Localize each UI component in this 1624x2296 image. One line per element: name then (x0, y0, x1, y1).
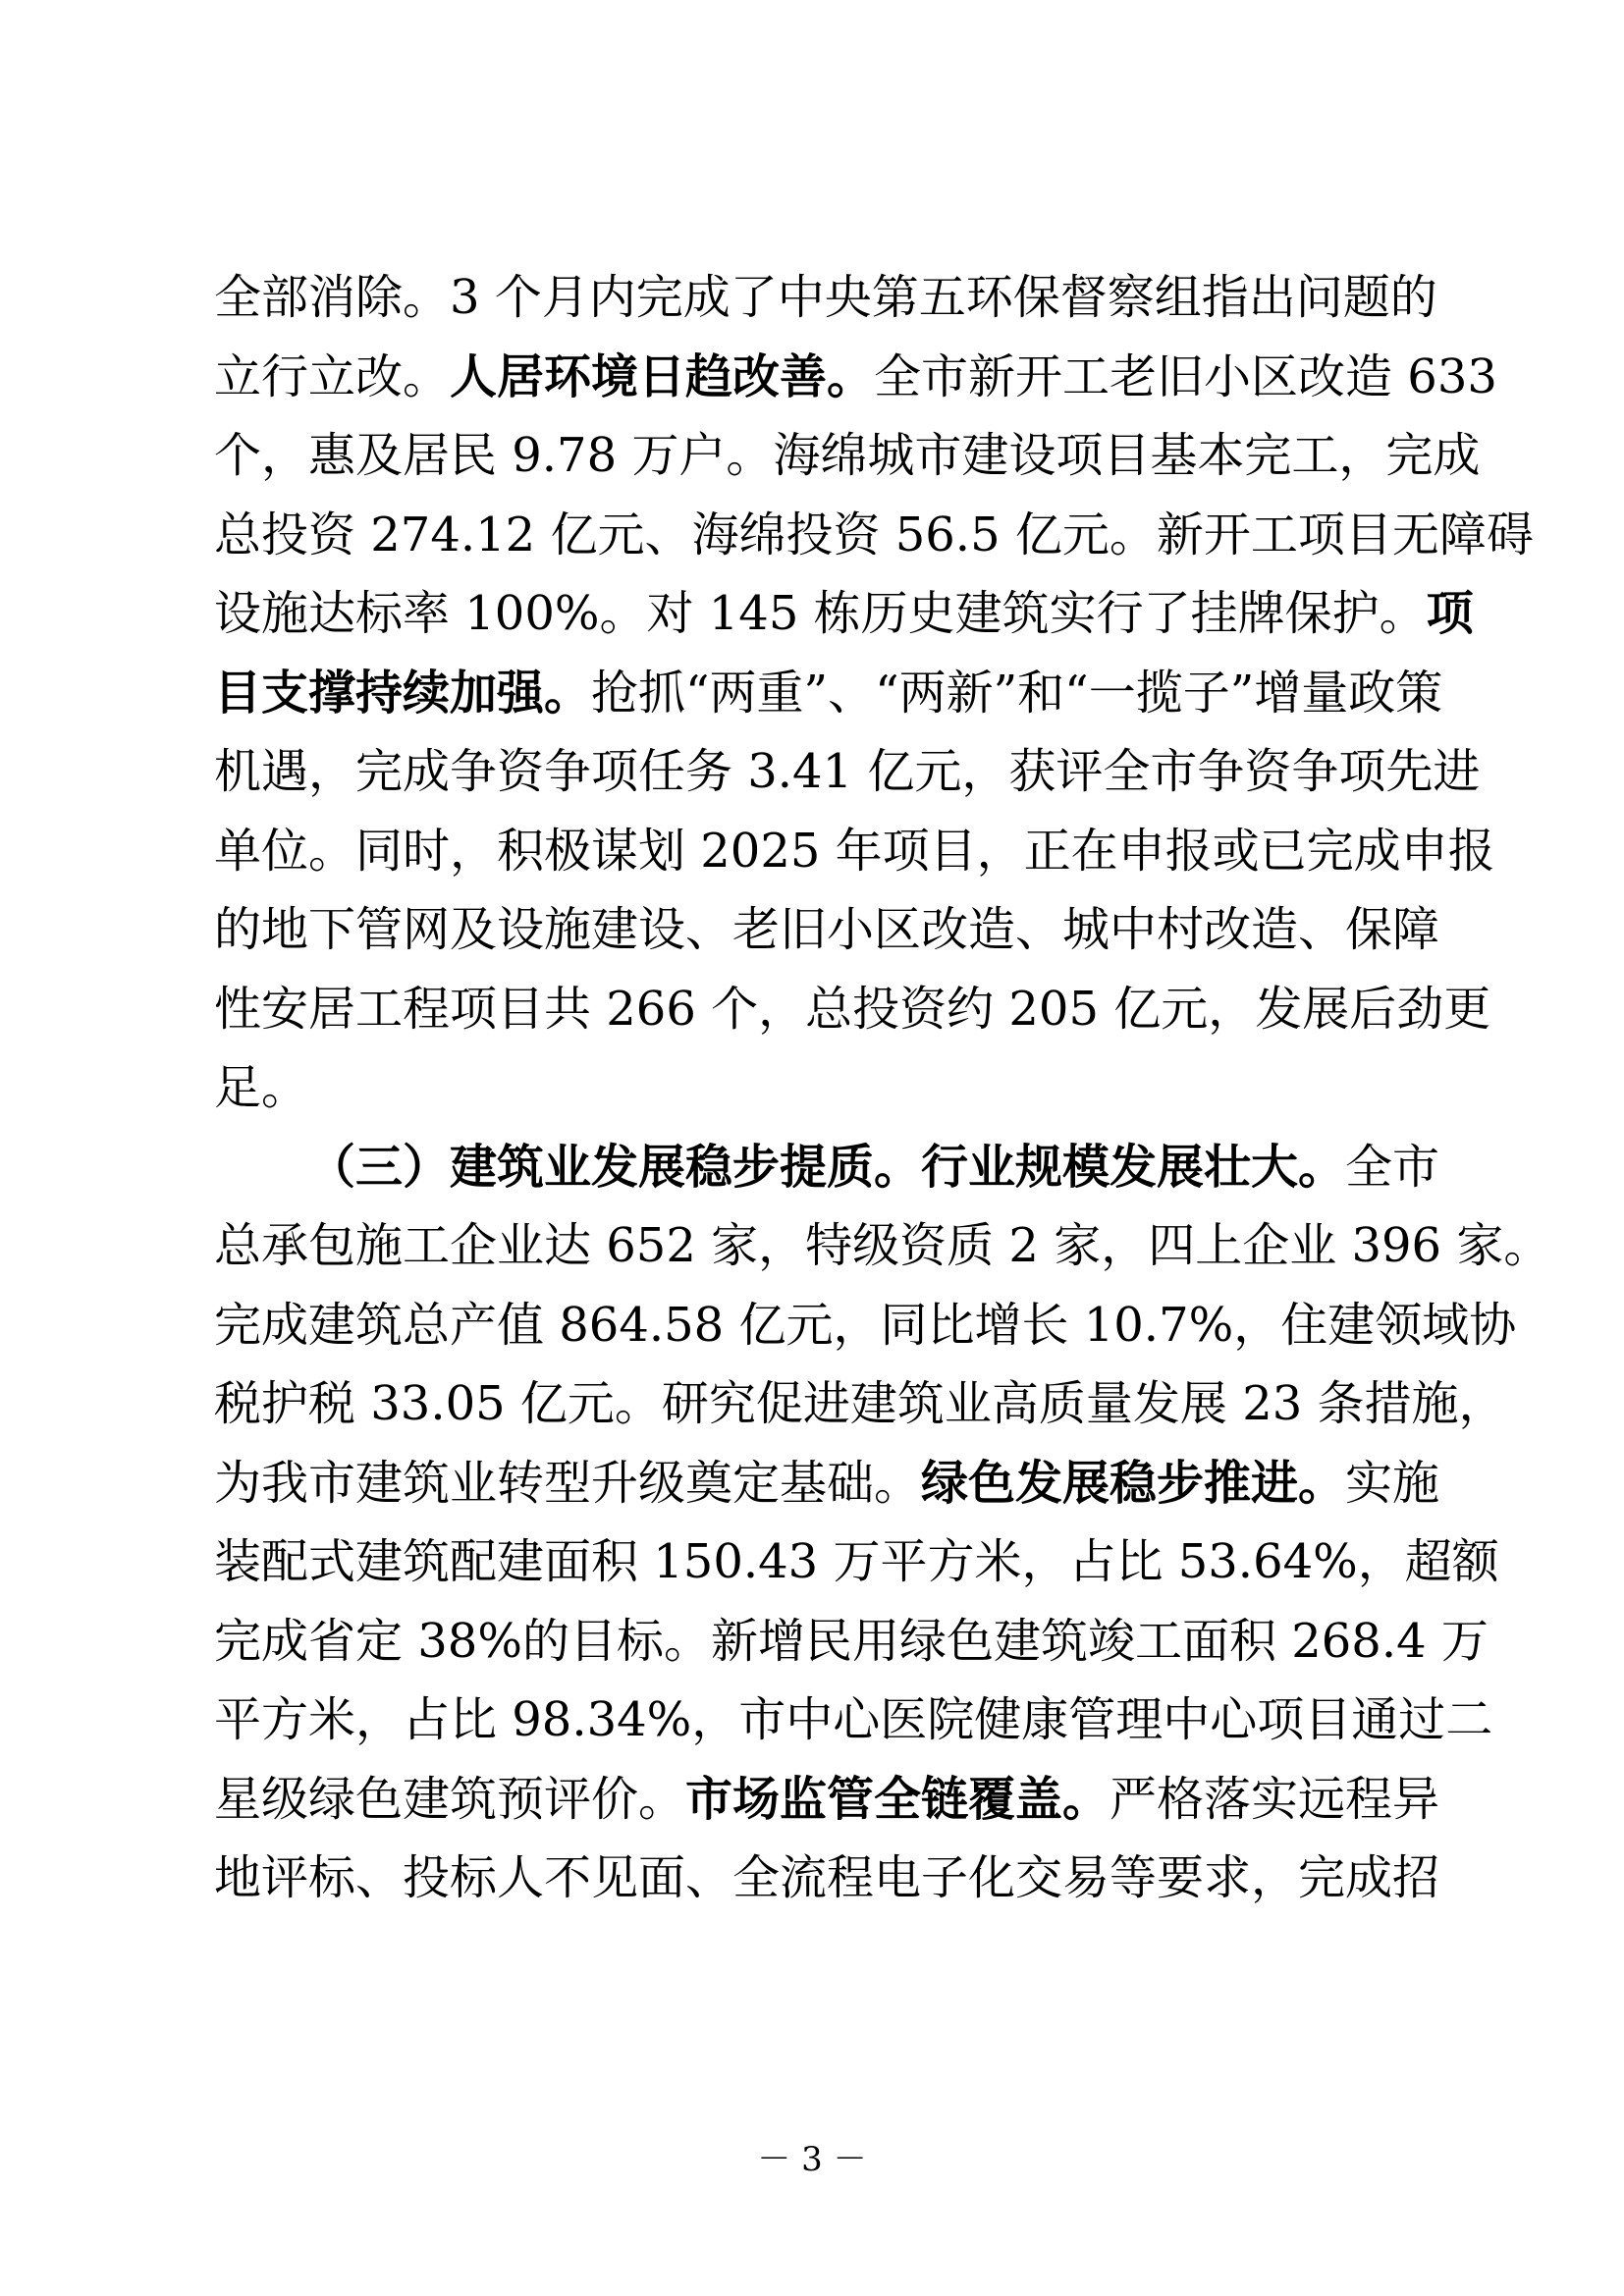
text-segment: 完成省定 38%的目标。新增民用绿色建筑竣工面积 268.4 万 (214, 1613, 1489, 1669)
text-line (214, 338, 1497, 417)
text-segment: 总承包施工企业达 652 家，特级资质 2 家，四上企业 396 家。 (214, 1218, 1551, 1273)
text-line (214, 1444, 1440, 1523)
text-segment: 实施 (1345, 1455, 1440, 1511)
text-segment: 个，惠及居民 9.78 万户。海绵城市建设项目基本完工，完成 (214, 428, 1481, 483)
text-segment: 全市 (1345, 1139, 1440, 1195)
text-line (214, 654, 1443, 733)
text-line (214, 1128, 1440, 1207)
text-segment: 严格落实远程异 (1110, 1771, 1440, 1827)
text-segment: 的地下管网及设施建设、老旧小区改造、城中村改造、保障 (214, 902, 1440, 957)
text-line (214, 496, 1534, 575)
text-segment: 总投资 274.12 亿元、海绵投资 56.5 亿元。新开工项目无障碍 (214, 507, 1534, 562)
text-segment: 抢抓“两重”、“两新”和“一揽子”增量政策 (591, 665, 1443, 721)
text-line (214, 1681, 1493, 1760)
text-line (214, 1206, 1551, 1286)
text-segment: 足。 (214, 1060, 309, 1115)
text-line (214, 890, 1440, 970)
text-segment: 平方米，占比 98.34%，市中心医院健康管理中心项目通过二 (214, 1692, 1493, 1747)
text-segment: 地评标、投标人不见面、全流程电子化交易等要求，完成招 (214, 1850, 1440, 1905)
bold-text-segment: 人居环境日趋改善。 (450, 348, 875, 404)
text-segment: 全部消除。3 个月内完成了中央第五环保督察组指出问题的 (214, 270, 1437, 325)
bold-text-segment: 绿色发展稳步推进。 (921, 1455, 1346, 1511)
text-segment: 装配式建筑配建面积 150.43 万平方米，占比 53.64%，超额 (214, 1534, 1499, 1589)
text-line (214, 1839, 1440, 1918)
body-text (214, 258, 1551, 1918)
page-number: － 3 － (757, 2140, 867, 2179)
bold-text-segment: 项 (1426, 586, 1474, 641)
text-line (214, 1760, 1440, 1840)
text-line (214, 1522, 1499, 1602)
text-segment: 设施达标率 100%。对 145 栋历史建筑实行了挂牌保护。 (214, 586, 1427, 641)
text-line (214, 1286, 1517, 1365)
text-segment: 为我市建筑业转型升级奠定基础。 (214, 1455, 922, 1511)
text-segment: 税护税 33.05 亿元。研究促进建筑业高质量发展 23 条措施， (214, 1376, 1506, 1431)
text-line (214, 258, 1437, 338)
bold-text-segment: 市场监管全链覆盖。 (685, 1771, 1110, 1827)
text-line (214, 416, 1481, 496)
text-line (214, 1364, 1506, 1444)
bold-text-segment: 目支撑持续加强。 (214, 665, 592, 721)
paragraph (214, 258, 1534, 1128)
text-segment: 单位。同时，积极谋划 2025 年项目，正在申报或已完成申报 (214, 823, 1495, 879)
text-segment: 全市新开工老旧小区改造 633 (874, 348, 1497, 404)
paragraph (214, 1128, 1551, 1918)
text-segment: 机遇，完成争资争项任务 3.41 亿元，获评全市争资争项先进 (214, 744, 1481, 799)
text-line (214, 574, 1474, 654)
text-segment: 星级绿色建筑预评价。 (214, 1771, 686, 1827)
text-line (214, 732, 1481, 812)
text-line (214, 1602, 1489, 1682)
text-line (214, 812, 1495, 891)
text-segment: 完成建筑总产值 864.58 亿元，同比增长 10.7%，住建领域协 (214, 1297, 1517, 1353)
text-segment: 立行立改。 (214, 348, 451, 404)
bold-text-segment: （三）建筑业发展稳步提质。行业规模发展壮大。 (308, 1139, 1346, 1195)
text-line (214, 970, 1491, 1049)
text-line (214, 1048, 1420, 1128)
text-segment: 性安居工程项目共 266 个，总投资约 205 亿元，发展后劲更 (214, 981, 1491, 1037)
